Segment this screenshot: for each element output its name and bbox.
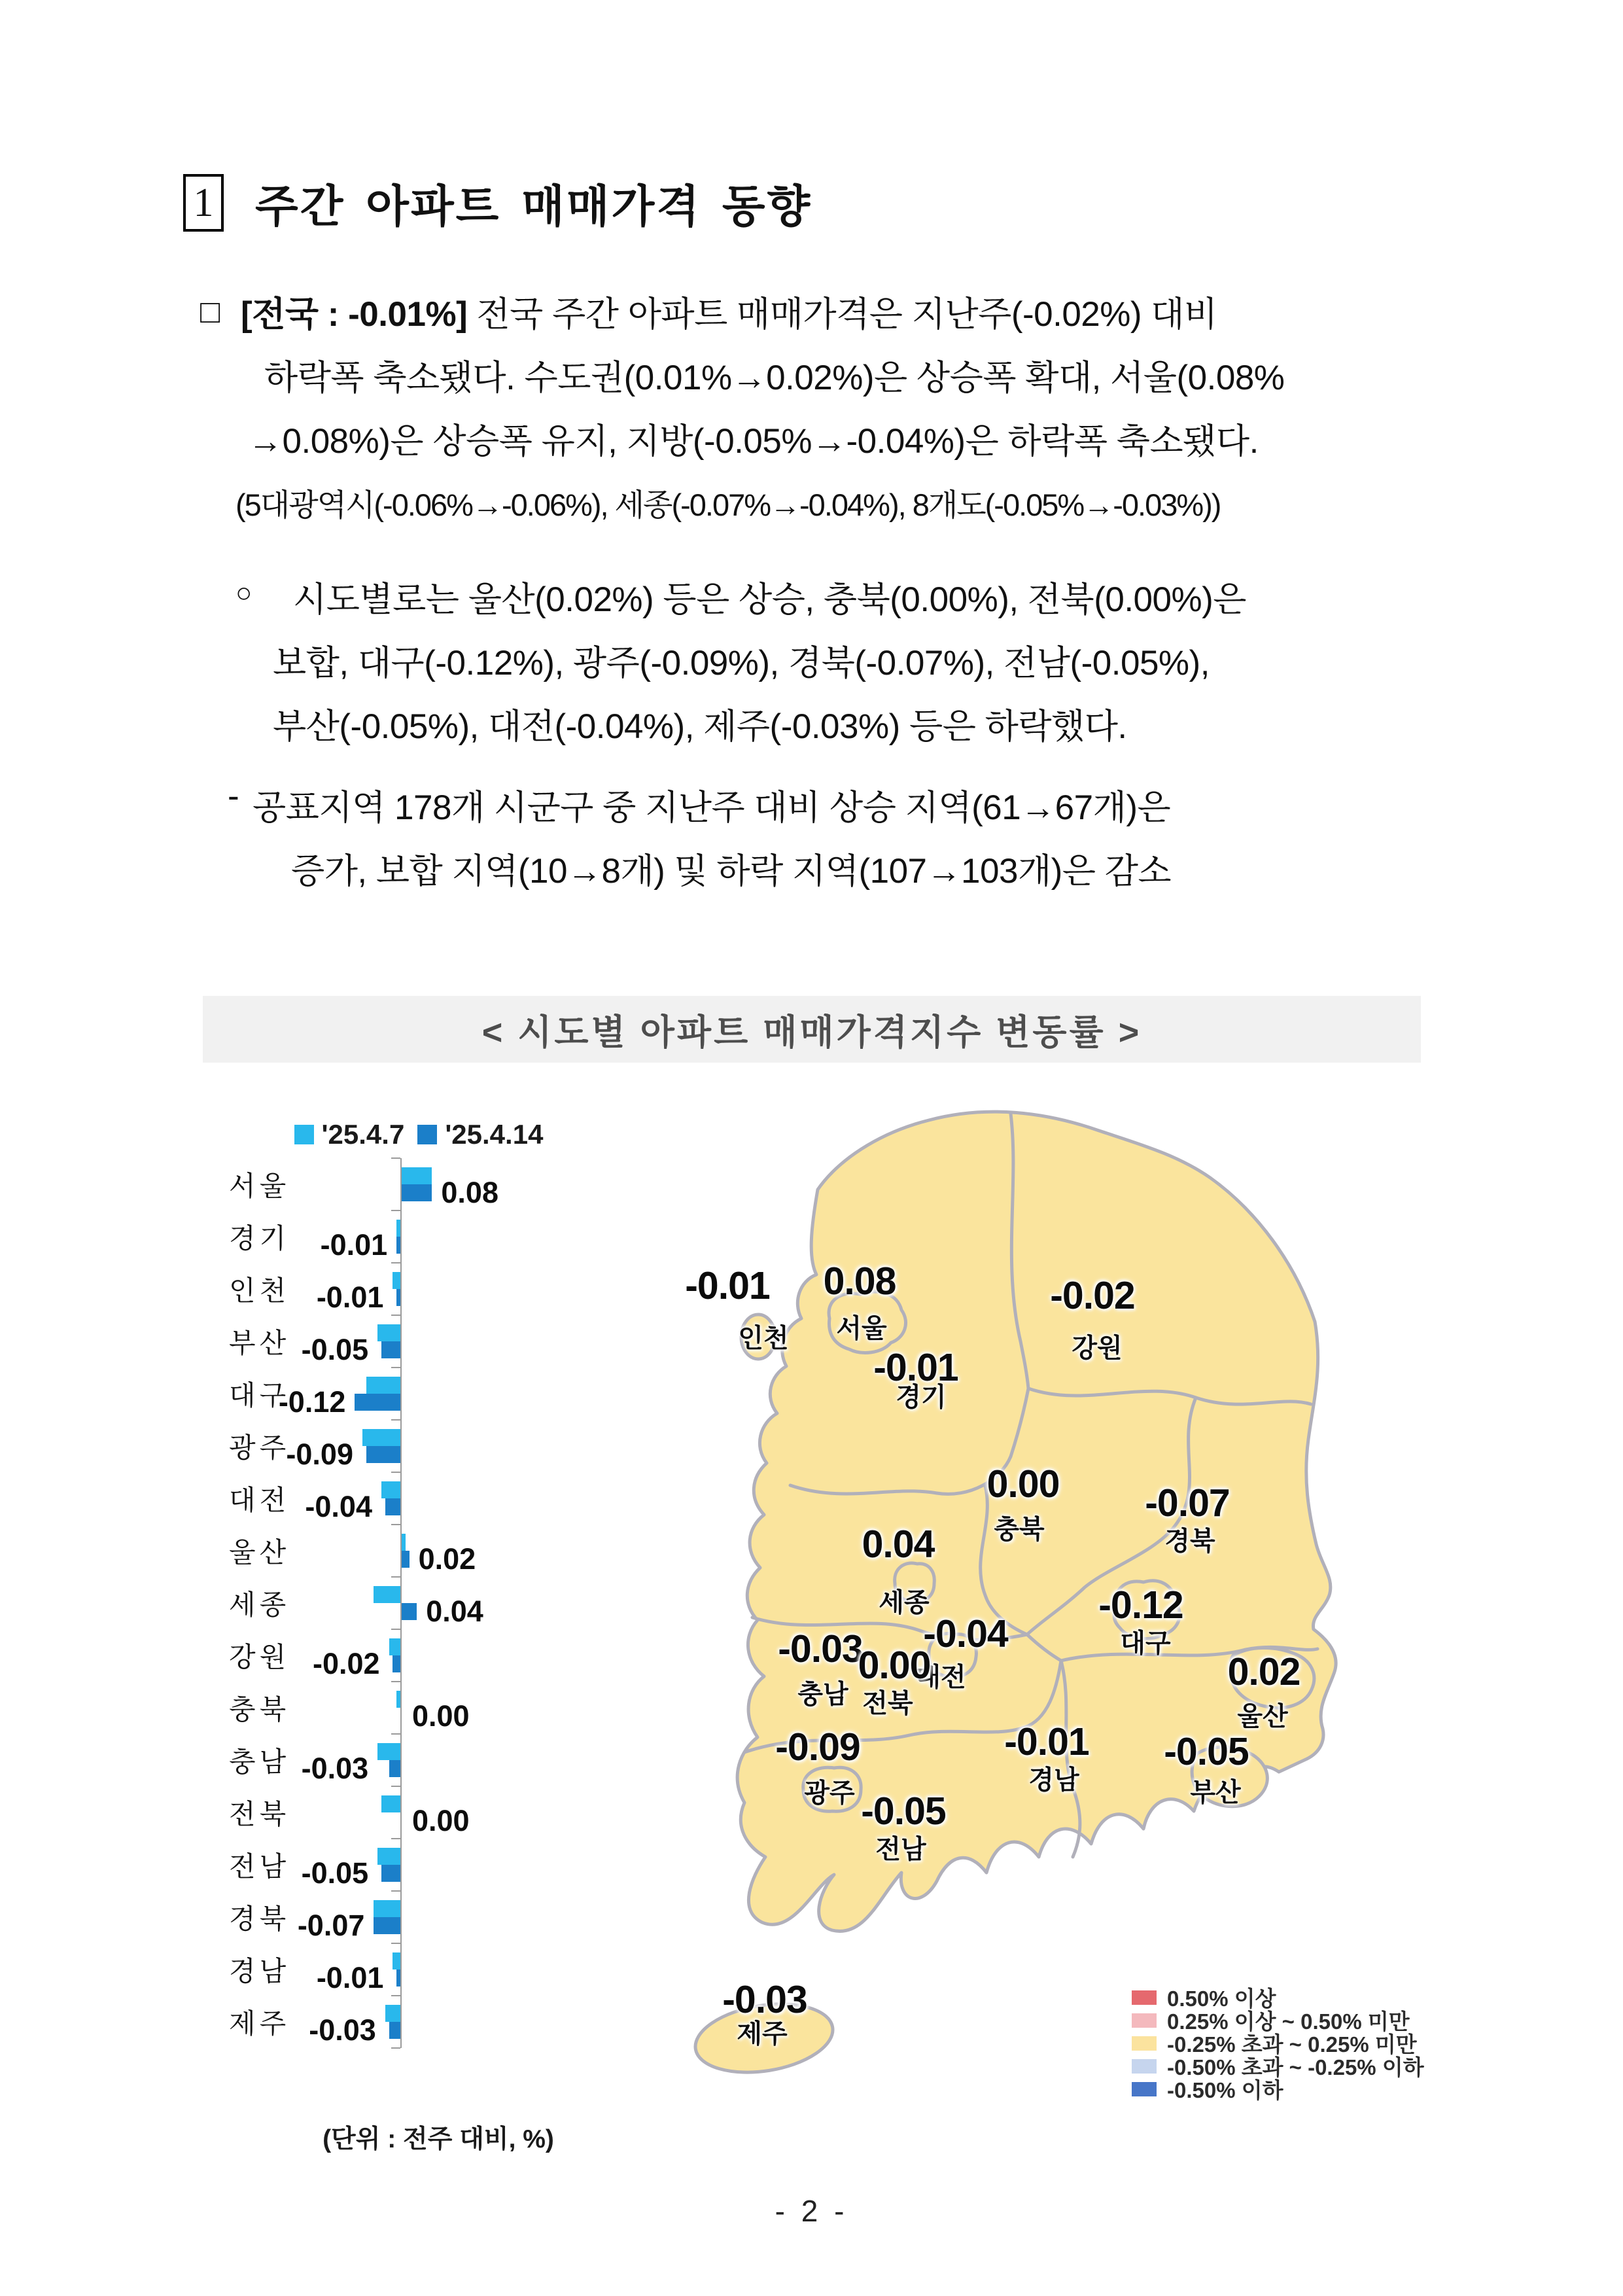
map-region-value: -0.05: [861, 1790, 946, 1833]
bar-value-label: -0.05: [301, 1333, 369, 1366]
map-region-name: 전북: [862, 1689, 913, 1718]
bar-row: [203, 1891, 569, 1943]
paragraph-regional: [273, 568, 1246, 758]
paragraph-counts: [253, 776, 1171, 903]
bar-row: [203, 1577, 569, 1629]
paragraph-line: 부산(-0.05%), 대전(-0.04%), 제주(-0.03%) 등은 하락했다.: [273, 707, 1127, 746]
bar-prev: [377, 1743, 400, 1760]
map-legend-swatch-icon: [1132, 2013, 1157, 2028]
legend-item: [294, 1119, 405, 1150]
bar-curr: [402, 1551, 410, 1568]
map-region-value: 0.00: [858, 1644, 931, 1687]
figure-title: < 시도별 아파트 매매가격지수 변동률 >: [203, 996, 1421, 1063]
paragraph-line: [241, 283, 1284, 346]
map-region-value: 0.00: [986, 1462, 1060, 1506]
bar-row: [203, 1210, 569, 1263]
bar-curr: [393, 1655, 400, 1672]
bar-curr: [355, 1394, 400, 1411]
map-region-name: 울산: [1237, 1702, 1288, 1731]
bar-value-label: -0.02: [313, 1647, 380, 1680]
map-region-name: 광주: [804, 1778, 855, 1808]
map-region-value: 0.04: [862, 1523, 935, 1566]
bar-row: [203, 1996, 569, 2048]
paragraph-line: (5대광역시(-0.06%→-0.06%), 세종(-0.07%→-0.04%), 8개도(-0.05%→-0.03%)): [236, 487, 1221, 522]
page-number: - 2 -: [775, 2194, 848, 2228]
bar-curr: [389, 1760, 400, 1777]
legend-swatch-icon: [294, 1125, 314, 1144]
dash-bullet-icon: -: [228, 777, 239, 815]
bar-curr: [389, 2022, 400, 2039]
bar-chart-legend: [281, 1119, 556, 1150]
bar-value-label: -0.01: [316, 1280, 384, 1314]
bar-value-label: -0.07: [297, 1909, 365, 1942]
map-region-value: -0.04: [923, 1612, 1008, 1655]
bar-row: [203, 1315, 569, 1368]
bar-chart-unit-note: (단위 : 전주 대비, %): [323, 2125, 554, 2153]
bar-prev: [377, 1848, 400, 1865]
bar-region-label: 세종: [229, 1589, 290, 1620]
square-bullet-icon: □: [200, 293, 220, 330]
map-region-name: 전남: [875, 1835, 926, 1864]
paragraph-line: 증가, 보합 지역(10→8개) 및 하락 지역(107→103개)은 감소: [291, 852, 1172, 891]
bar-curr: [366, 1446, 400, 1463]
bold-lead: [전국 : -0.01%]: [241, 295, 468, 334]
bar-row: [203, 1682, 569, 1734]
bar-region-label: 대전: [229, 1485, 290, 1515]
legend-label: '25.4.14: [445, 1119, 544, 1150]
map-legend-swatch-icon: [1132, 2059, 1157, 2074]
bar-row: [203, 1786, 569, 1839]
map-region-value: -0.01: [873, 1346, 958, 1389]
map-region-value: -0.03: [778, 1627, 863, 1670]
bar-row: [203, 1420, 569, 1472]
map-region-name: 경남: [1028, 1765, 1079, 1795]
map-region-name: 세종: [879, 1588, 930, 1617]
bar-region-label: 대구: [229, 1380, 290, 1411]
bar-value-label: -0.03: [301, 1752, 369, 1785]
bar-row: [203, 1734, 569, 1786]
paragraph-line: 공표지역 178개 시군구 중 지난주 대비 상승 지역(61→67개)은: [253, 788, 1171, 827]
bar-prev: [389, 1638, 400, 1655]
bar-region-label: 충남: [229, 1746, 290, 1777]
bar-value-label: 0.02: [418, 1542, 476, 1576]
bar-row: [203, 1839, 569, 1891]
legend-swatch-icon: [417, 1125, 437, 1144]
bar-curr: [381, 1341, 400, 1358]
bar-region-label: 경기: [229, 1223, 290, 1254]
legend-label: '25.4.7: [321, 1119, 405, 1150]
paragraph-line: 시도별로는 울산(0.02%) 등은 상승, 충북(0.00%), 전북(0.00%)은: [293, 580, 1246, 619]
bar-value-label: 0.00: [412, 1699, 470, 1733]
map-legend-label: 0.50% 이상: [1167, 1987, 1276, 2011]
bar-prev: [374, 1586, 400, 1603]
bar-prev: [374, 1900, 400, 1917]
bar-value-label: -0.04: [305, 1490, 372, 1523]
bar-row: [203, 1263, 569, 1315]
map-region-value: -0.05: [1164, 1730, 1249, 1773]
bar-prev: [396, 1220, 400, 1237]
bar-prev: [396, 1691, 400, 1708]
map-legend-swatch-icon: [1132, 1990, 1157, 2005]
bar-value-label: -0.03: [309, 2013, 376, 2047]
bar-value-label: 0.00: [412, 1804, 470, 1837]
map-region-value: -0.07: [1145, 1481, 1230, 1525]
bar-region-label: 경남: [229, 1956, 290, 1987]
map-legend-swatch-icon: [1132, 2082, 1157, 2096]
bar-chart-panel: [203, 1112, 569, 2179]
bar-curr: [402, 1603, 417, 1620]
bar-row: [203, 1525, 569, 1577]
map-legend-label: -0.25% 초과 ~ 0.25% 미만: [1167, 2032, 1417, 2057]
map-region-value: -0.01: [685, 1264, 770, 1307]
section-number-box: 1: [183, 174, 224, 232]
bar-prev: [393, 1272, 400, 1289]
bar-value-label: -0.01: [320, 1228, 388, 1262]
map-region-value: -0.09: [775, 1725, 860, 1769]
bar-curr: [385, 1498, 400, 1515]
map-region-value: -0.02: [1050, 1274, 1135, 1317]
map-region-name: 서울: [836, 1314, 887, 1343]
bar-region-label: 전남: [229, 1851, 290, 1882]
bar-value-label: 0.04: [426, 1595, 483, 1628]
circle-bullet-icon: ○: [236, 577, 253, 608]
map-region-value: 0.02: [1227, 1650, 1300, 1693]
page-title: 주간 아파트 매매가격 동향: [255, 181, 812, 232]
bar-prev: [381, 1481, 400, 1498]
line-text: 전국 주간 아파트 매매가격은 지난주(-0.02%) 대비: [467, 295, 1217, 334]
paragraph-line: 보합, 대구(-0.12%), 광주(-0.09%), 경북(-0.07%), 전남(-0.05%),: [273, 644, 1210, 682]
bar-curr: [396, 1969, 400, 1987]
paragraph-line: 하락폭 축소됐다. 수도권(0.01%→0.02%)은 상승폭 확대, 서울(0.08%: [264, 359, 1285, 397]
map-region-name: 경북: [1164, 1527, 1215, 1556]
map-region-name: 대구: [1120, 1629, 1171, 1658]
bar-prev: [377, 1324, 400, 1341]
map-region-name: 경기: [896, 1383, 947, 1412]
paragraph-national: [236, 283, 1285, 537]
bar-value-label: 0.08: [441, 1176, 498, 1209]
map-region-value: -0.01: [1004, 1720, 1089, 1763]
bar-row: [203, 1368, 569, 1420]
map-region-value: -0.12: [1098, 1583, 1183, 1627]
legend-item: [417, 1119, 543, 1150]
map-region-value: 0.08: [823, 1260, 896, 1303]
bar-region-label: 강원: [229, 1642, 290, 1672]
bar-region-label: 광주: [229, 1432, 290, 1463]
bar-prev: [381, 1795, 400, 1812]
map-legend-label: -0.50% 초과 ~ -0.25% 이하: [1167, 2055, 1424, 2079]
map-region-name: 제주: [737, 2019, 788, 2049]
bar-region-label: 경북: [229, 1903, 290, 1934]
section-heading: [183, 171, 812, 234]
map-legend-swatch-icon: [1132, 2036, 1157, 2051]
map-region-name: 부산: [1190, 1778, 1241, 1807]
bar-region-label: 울산: [229, 1537, 290, 1568]
bar-prev: [402, 1534, 406, 1551]
bar-curr: [402, 1184, 432, 1201]
bar-prev: [393, 1952, 400, 1969]
map-region-name: 인천: [738, 1324, 789, 1353]
map-region-name: 대전: [915, 1663, 966, 1692]
map-legend-label: 0.25% 이상 ~ 0.50% 미만: [1167, 2009, 1410, 2034]
bar-row: [203, 1472, 569, 1525]
bar-region-label: 인천: [229, 1275, 290, 1306]
bar-prev: [402, 1167, 432, 1184]
bar-row: [203, 1629, 569, 1682]
map-region-value: -0.03: [722, 1978, 807, 2021]
bar-row: [203, 1943, 569, 1996]
bar-curr: [396, 1289, 400, 1306]
map-legend-label: -0.50% 이하: [1167, 2078, 1283, 2102]
map-region-name: 강원: [1072, 1333, 1123, 1363]
bar-value-label: -0.12: [278, 1385, 346, 1419]
bar-region-label: 서울: [229, 1171, 290, 1201]
bar-region-label: 제주: [229, 2008, 290, 2039]
bar-prev: [366, 1377, 400, 1394]
bar-region-label: 충북: [229, 1694, 290, 1725]
bar-value-label: -0.01: [316, 1961, 384, 1994]
bar-value-label: -0.09: [286, 1438, 353, 1471]
bar-curr: [381, 1865, 400, 1882]
bar-prev: [362, 1429, 400, 1446]
map-color-legend: [1132, 1986, 1424, 2100]
bar-curr: [374, 1917, 400, 1934]
bar-row: [203, 1158, 569, 1210]
map-region-name: 충북: [994, 1515, 1045, 1544]
bar-value-label: -0.05: [301, 1856, 369, 1890]
paragraph-line: →0.08%)은 상승폭 유지, 지방(-0.05%→-0.04%)은 하락폭 축소됐다.: [248, 422, 1259, 461]
bar-curr: [396, 1237, 400, 1254]
bar-prev: [385, 2005, 400, 2022]
bar-region-label: 부산: [229, 1328, 290, 1358]
bar-region-label: 전북: [229, 1799, 290, 1829]
map-region-name: 충남: [797, 1680, 848, 1709]
